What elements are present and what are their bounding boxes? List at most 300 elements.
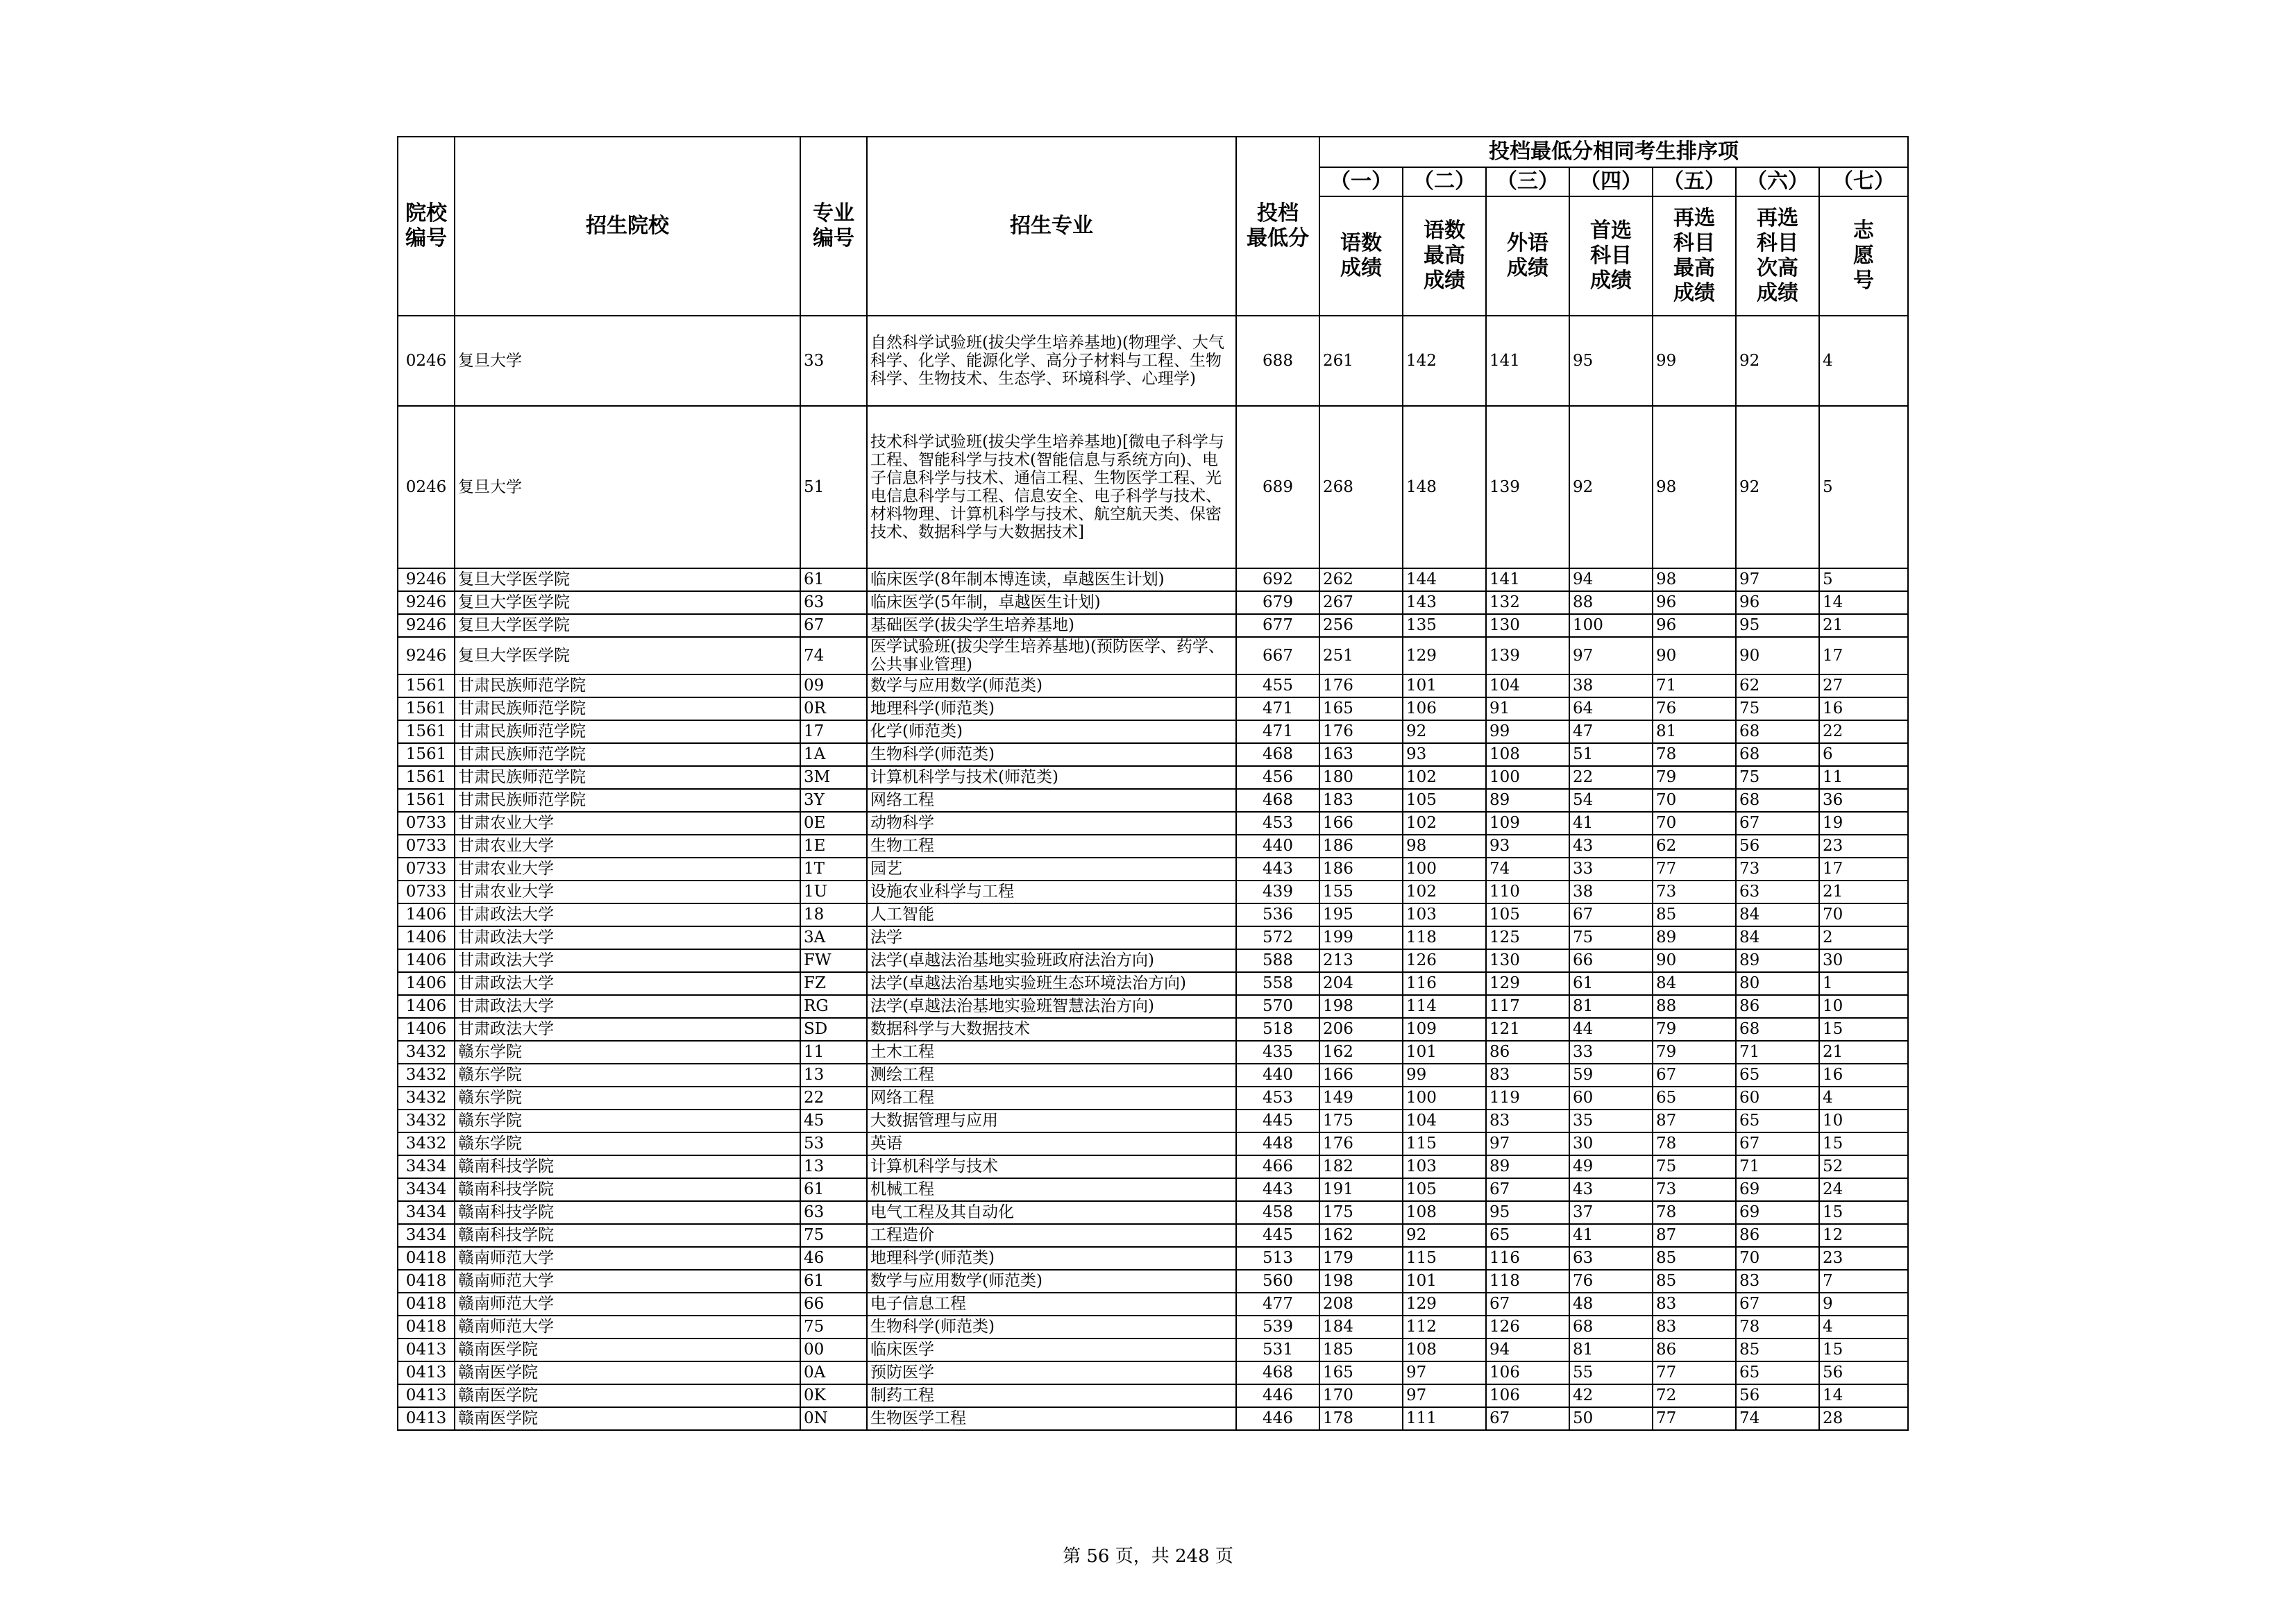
cell-school-code: 1561: [398, 674, 455, 697]
cell-sort-4: 43: [1569, 835, 1653, 858]
cell-major-name: 临床医学: [867, 1339, 1236, 1361]
cell-sort-1: 262: [1319, 568, 1403, 591]
cell-school-name: 甘肃民族师范学院: [455, 720, 800, 743]
cell-min-score: 692: [1236, 568, 1319, 591]
cell-sort-6: 86: [1736, 995, 1819, 1018]
cell-min-score: 531: [1236, 1339, 1319, 1361]
table-row: [398, 766, 1908, 789]
cell-sort-1: 261: [1319, 316, 1403, 406]
cell-major-code: 63: [800, 591, 867, 614]
cell-sort-7: 21: [1819, 614, 1908, 637]
cell-sort-6: 84: [1736, 903, 1819, 926]
cell-major-code: 61: [800, 1178, 867, 1201]
table-row: [398, 1110, 1908, 1132]
cell-min-score: 689: [1236, 406, 1319, 568]
cell-sort-4: 76: [1569, 1270, 1653, 1293]
cell-major-code: SD: [800, 1018, 867, 1041]
cell-sort-1: 155: [1319, 881, 1403, 903]
cell-min-score: 440: [1236, 835, 1319, 858]
cell-sort-4: 35: [1569, 1110, 1653, 1132]
cell-sort-6: 75: [1736, 697, 1819, 720]
cell-major-name: 法学: [867, 926, 1236, 949]
cell-sort-7: 27: [1819, 674, 1908, 697]
cell-sort-2: 101: [1403, 1041, 1486, 1064]
cell-sort-6: 67: [1736, 1132, 1819, 1155]
cell-school-code: 0413: [398, 1361, 455, 1384]
cell-major-name: 电气工程及其自动化: [867, 1201, 1236, 1224]
cell-major-name: 地理科学(师范类): [867, 1247, 1236, 1270]
cell-sort-1: 204: [1319, 972, 1403, 995]
cell-sort-2: 101: [1403, 674, 1486, 697]
cell-sort-1: 256: [1319, 614, 1403, 637]
cell-major-name: 大数据管理与应用: [867, 1110, 1236, 1132]
cell-sort-6: 85: [1736, 1339, 1819, 1361]
cell-school-name: 甘肃农业大学: [455, 835, 800, 858]
cell-major-code: 75: [800, 1316, 867, 1339]
cell-sort-6: 75: [1736, 766, 1819, 789]
cell-sort-5: 79: [1653, 1041, 1736, 1064]
cell-major-code: 11: [800, 1041, 867, 1064]
cell-school-code: 0418: [398, 1247, 455, 1270]
cell-sort-4: 47: [1569, 720, 1653, 743]
cell-sort-3: 110: [1486, 881, 1569, 903]
cell-sort-3: 141: [1486, 316, 1569, 406]
cell-major-name: 数学与应用数学(师范类): [867, 674, 1236, 697]
cell-school-code: 1406: [398, 1018, 455, 1041]
table-row: [398, 972, 1908, 995]
cell-sort-2: 142: [1403, 316, 1486, 406]
cell-major-name: 临床医学(5年制，卓越医生计划): [867, 591, 1236, 614]
cell-sort-7: 4: [1819, 316, 1908, 406]
cell-sort-4: 41: [1569, 812, 1653, 835]
cell-min-score: 560: [1236, 1270, 1319, 1293]
cell-sort-6: 90: [1736, 637, 1819, 674]
sort-label-3: 外语 成绩: [1486, 196, 1569, 316]
cell-sort-5: 99: [1653, 316, 1736, 406]
cell-major-name: 临床医学(8年制本博连读，卓越医生计划): [867, 568, 1236, 591]
cell-sort-5: 76: [1653, 697, 1736, 720]
cell-sort-4: 67: [1569, 903, 1653, 926]
cell-school-name: 复旦大学医学院: [455, 591, 800, 614]
cell-sort-7: 12: [1819, 1224, 1908, 1247]
cell-sort-6: 71: [1736, 1041, 1819, 1064]
cell-sort-4: 94: [1569, 568, 1653, 591]
col-header-min-score: 投档 最低分: [1236, 137, 1319, 316]
cell-school-name: 甘肃政法大学: [455, 949, 800, 972]
cell-min-score: 456: [1236, 766, 1319, 789]
cell-major-name: 英语: [867, 1132, 1236, 1155]
cell-min-score: 518: [1236, 1018, 1319, 1041]
cell-sort-3: 83: [1486, 1064, 1569, 1087]
cell-sort-4: 54: [1569, 789, 1653, 812]
cell-sort-3: 67: [1486, 1178, 1569, 1201]
cell-sort-7: 22: [1819, 720, 1908, 743]
cell-major-code: 3A: [800, 926, 867, 949]
cell-sort-1: 186: [1319, 835, 1403, 858]
cell-major-code: FW: [800, 949, 867, 972]
cell-school-name: 复旦大学医学院: [455, 568, 800, 591]
cell-sort-6: 92: [1736, 406, 1819, 568]
cell-sort-6: 68: [1736, 743, 1819, 766]
sort-label-5: 再选 科目 最高 成绩: [1653, 196, 1736, 316]
cell-school-code: 1561: [398, 789, 455, 812]
cell-sort-6: 69: [1736, 1201, 1819, 1224]
cell-major-code: FZ: [800, 972, 867, 995]
cell-sort-6: 92: [1736, 316, 1819, 406]
cell-min-score: 468: [1236, 789, 1319, 812]
cell-min-score: 688: [1236, 316, 1319, 406]
cell-sort-3: 126: [1486, 1316, 1569, 1339]
cell-major-code: 53: [800, 1132, 867, 1155]
cell-school-name: 赣南科技学院: [455, 1155, 800, 1178]
cell-school-code: 1406: [398, 903, 455, 926]
cell-sort-2: 102: [1403, 766, 1486, 789]
cell-sort-1: 267: [1319, 591, 1403, 614]
cell-sort-2: 102: [1403, 812, 1486, 835]
table-row: [398, 1132, 1908, 1155]
cell-sort-4: 38: [1569, 881, 1653, 903]
cell-sort-4: 42: [1569, 1384, 1653, 1407]
cell-school-code: 3434: [398, 1201, 455, 1224]
cell-school-code: 0246: [398, 406, 455, 568]
cell-sort-2: 105: [1403, 1178, 1486, 1201]
cell-sort-7: 5: [1819, 568, 1908, 591]
cell-major-code: 00: [800, 1339, 867, 1361]
cell-sort-4: 97: [1569, 637, 1653, 674]
sort-label-6: 再选 科目 次高 成绩: [1736, 196, 1819, 316]
cell-sort-7: 11: [1819, 766, 1908, 789]
cell-sort-7: 15: [1819, 1018, 1908, 1041]
cell-sort-5: 96: [1653, 614, 1736, 637]
cell-sort-7: 7: [1819, 1270, 1908, 1293]
cell-sort-5: 87: [1653, 1224, 1736, 1247]
cell-major-name: 数学与应用数学(师范类): [867, 1270, 1236, 1293]
cell-sort-3: 121: [1486, 1018, 1569, 1041]
cell-sort-5: 98: [1653, 568, 1736, 591]
table-row: [398, 743, 1908, 766]
cell-sort-6: 74: [1736, 1407, 1819, 1430]
cell-sort-3: 116: [1486, 1247, 1569, 1270]
cell-sort-2: 92: [1403, 720, 1486, 743]
cell-sort-7: 14: [1819, 1384, 1908, 1407]
cell-major-code: 33: [800, 316, 867, 406]
table-row: [398, 812, 1908, 835]
cell-school-code: 0413: [398, 1407, 455, 1430]
cell-major-name: 工程造价: [867, 1224, 1236, 1247]
cell-major-name: 制药工程: [867, 1384, 1236, 1407]
cell-school-code: 3432: [398, 1132, 455, 1155]
table-row: [398, 1018, 1908, 1041]
table-row: [398, 1384, 1908, 1407]
cell-sort-4: 48: [1569, 1293, 1653, 1316]
cell-min-score: 443: [1236, 858, 1319, 881]
cell-sort-3: 119: [1486, 1087, 1569, 1110]
cell-major-name: 机械工程: [867, 1178, 1236, 1201]
cell-sort-5: 62: [1653, 835, 1736, 858]
cell-school-code: 0418: [398, 1293, 455, 1316]
sort-label-2: 语数 最高 成绩: [1403, 196, 1486, 316]
cell-school-name: 甘肃政法大学: [455, 972, 800, 995]
cell-sort-2: 102: [1403, 881, 1486, 903]
cell-sort-6: 68: [1736, 789, 1819, 812]
cell-school-code: 0418: [398, 1316, 455, 1339]
cell-sort-5: 89: [1653, 926, 1736, 949]
cell-sort-5: 79: [1653, 1018, 1736, 1041]
cell-school-code: 1561: [398, 743, 455, 766]
cell-sort-3: 117: [1486, 995, 1569, 1018]
cell-sort-2: 98: [1403, 835, 1486, 858]
cell-min-score: 536: [1236, 903, 1319, 926]
cell-sort-5: 88: [1653, 995, 1736, 1018]
cell-school-name: 甘肃民族师范学院: [455, 697, 800, 720]
cell-sort-4: 81: [1569, 995, 1653, 1018]
cell-major-name: 地理科学(师范类): [867, 697, 1236, 720]
cell-school-code: 1406: [398, 949, 455, 972]
cell-sort-7: 4: [1819, 1316, 1908, 1339]
cell-school-name: 赣东学院: [455, 1110, 800, 1132]
cell-school-code: 3432: [398, 1064, 455, 1087]
cell-sort-7: 17: [1819, 637, 1908, 674]
col-header-major-code: 专业 编号: [800, 137, 867, 316]
cell-major-code: 67: [800, 614, 867, 637]
table-row: [398, 995, 1908, 1018]
cell-sort-1: 191: [1319, 1178, 1403, 1201]
cell-school-name: 赣南师范大学: [455, 1293, 800, 1316]
cell-school-name: 甘肃政法大学: [455, 903, 800, 926]
cell-sort-3: 100: [1486, 766, 1569, 789]
cell-school-name: 甘肃农业大学: [455, 812, 800, 835]
table-row: [398, 674, 1908, 697]
table-row: [398, 1224, 1908, 1247]
cell-major-code: 61: [800, 568, 867, 591]
cell-sort-5: 71: [1653, 674, 1736, 697]
cell-sort-5: 77: [1653, 858, 1736, 881]
cell-sort-6: 62: [1736, 674, 1819, 697]
cell-sort-7: 15: [1819, 1201, 1908, 1224]
col-header-school-code: 院校 编号: [398, 137, 455, 316]
cell-sort-1: 162: [1319, 1224, 1403, 1247]
cell-min-score: 588: [1236, 949, 1319, 972]
cell-school-code: 1561: [398, 720, 455, 743]
cell-school-code: 3434: [398, 1155, 455, 1178]
cell-major-code: 63: [800, 1201, 867, 1224]
cell-major-name: 法学(卓越法治基地实验班生态环境法治方向): [867, 972, 1236, 995]
cell-sort-1: 183: [1319, 789, 1403, 812]
cell-sort-1: 208: [1319, 1293, 1403, 1316]
cell-sort-6: 56: [1736, 1384, 1819, 1407]
cell-major-name: 生物科学(师范类): [867, 1316, 1236, 1339]
cell-sort-7: 4: [1819, 1087, 1908, 1110]
cell-school-name: 赣南师范大学: [455, 1270, 800, 1293]
cell-min-score: 477: [1236, 1293, 1319, 1316]
cell-sort-4: 37: [1569, 1201, 1653, 1224]
cell-sort-5: 70: [1653, 789, 1736, 812]
cell-major-name: 法学(卓越法治基地实验班政府法治方向): [867, 949, 1236, 972]
cell-major-code: 3Y: [800, 789, 867, 812]
cell-major-code: 1E: [800, 835, 867, 858]
cell-sort-5: 75: [1653, 1155, 1736, 1178]
cell-major-code: 0E: [800, 812, 867, 835]
cell-sort-7: 56: [1819, 1361, 1908, 1384]
cell-major-name: 土木工程: [867, 1041, 1236, 1064]
cell-sort-2: 112: [1403, 1316, 1486, 1339]
cell-sort-6: 96: [1736, 591, 1819, 614]
cell-sort-3: 67: [1486, 1407, 1569, 1430]
cell-major-name: 技术科学试验班(拔尖学生培养基地)[微电子科学与工程、智能科学与技术(智能信息与系统方向)、电子信息科学与技术、通信工程、生物医学工程、光电信息科学与工程、信息安全、电子科学与技术、材料物理、计算机科学与技术、航空航天类、保密技术、数据科学与大数据技术]: [867, 406, 1236, 568]
cell-sort-2: 116: [1403, 972, 1486, 995]
cell-sort-4: 33: [1569, 1041, 1653, 1064]
cell-sort-4: 68: [1569, 1316, 1653, 1339]
cell-school-name: 复旦大学: [455, 406, 800, 568]
cell-sort-1: 251: [1319, 637, 1403, 674]
cell-sort-5: 78: [1653, 1201, 1736, 1224]
cell-major-name: 生物医学工程: [867, 1407, 1236, 1430]
cell-sort-5: 72: [1653, 1384, 1736, 1407]
cell-sort-5: 77: [1653, 1407, 1736, 1430]
cell-school-code: 0733: [398, 835, 455, 858]
table-row: [398, 1201, 1908, 1224]
cell-sort-3: 94: [1486, 1339, 1569, 1361]
cell-sort-7: 1: [1819, 972, 1908, 995]
cell-sort-3: 118: [1486, 1270, 1569, 1293]
cell-sort-1: 165: [1319, 697, 1403, 720]
cell-sort-3: 104: [1486, 674, 1569, 697]
table-row: [398, 789, 1908, 812]
cell-sort-3: 99: [1486, 720, 1569, 743]
table-row: [398, 1041, 1908, 1064]
cell-major-code: 0K: [800, 1384, 867, 1407]
cell-school-name: 甘肃民族师范学院: [455, 674, 800, 697]
cell-school-code: 9246: [398, 568, 455, 591]
cell-school-code: 3432: [398, 1041, 455, 1064]
table-row: [398, 881, 1908, 903]
table-row: [398, 1316, 1908, 1339]
cell-sort-6: 71: [1736, 1155, 1819, 1178]
table-body: [398, 316, 1908, 1430]
cell-sort-2: 135: [1403, 614, 1486, 637]
cell-min-score: 453: [1236, 1087, 1319, 1110]
cell-major-code: 51: [800, 406, 867, 568]
sort-index-3: （三）: [1486, 167, 1569, 196]
cell-sort-2: 104: [1403, 1110, 1486, 1132]
cell-major-name: 生物科学(师范类): [867, 743, 1236, 766]
sort-label-7: 志 愿 号: [1819, 196, 1908, 316]
cell-sort-2: 108: [1403, 1339, 1486, 1361]
cell-major-code: 1T: [800, 858, 867, 881]
cell-sort-7: 15: [1819, 1339, 1908, 1361]
cell-sort-6: 69: [1736, 1178, 1819, 1201]
cell-sort-6: 83: [1736, 1270, 1819, 1293]
cell-sort-2: 109: [1403, 1018, 1486, 1041]
cell-sort-3: 130: [1486, 614, 1569, 637]
cell-sort-5: 67: [1653, 1064, 1736, 1087]
cell-sort-1: 195: [1319, 903, 1403, 926]
cell-sort-5: 86: [1653, 1339, 1736, 1361]
cell-sort-3: 106: [1486, 1361, 1569, 1384]
cell-min-score: 539: [1236, 1316, 1319, 1339]
cell-sort-2: 99: [1403, 1064, 1486, 1087]
cell-sort-4: 33: [1569, 858, 1653, 881]
cell-sort-2: 100: [1403, 858, 1486, 881]
cell-sort-6: 89: [1736, 949, 1819, 972]
cell-sort-1: 213: [1319, 949, 1403, 972]
cell-major-code: 18: [800, 903, 867, 926]
cell-min-score: 453: [1236, 812, 1319, 835]
cell-sort-3: 83: [1486, 1110, 1569, 1132]
cell-sort-5: 77: [1653, 1361, 1736, 1384]
cell-major-name: 化学(师范类): [867, 720, 1236, 743]
col-header-major: 招生专业: [867, 137, 1236, 316]
cell-sort-7: 15: [1819, 1132, 1908, 1155]
cell-school-name: 赣南科技学院: [455, 1178, 800, 1201]
cell-sort-2: 148: [1403, 406, 1486, 568]
cell-min-score: 471: [1236, 720, 1319, 743]
cell-school-name: 复旦大学医学院: [455, 637, 800, 674]
cell-min-score: 446: [1236, 1384, 1319, 1407]
table-row: [398, 1293, 1908, 1316]
table-row: [398, 1270, 1908, 1293]
cell-major-code: RG: [800, 995, 867, 1018]
cell-sort-4: 59: [1569, 1064, 1653, 1087]
cell-sort-5: 73: [1653, 1178, 1736, 1201]
cell-sort-7: 5: [1819, 406, 1908, 568]
cell-sort-2: 129: [1403, 637, 1486, 674]
cell-min-score: 455: [1236, 674, 1319, 697]
cell-school-code: 3432: [398, 1110, 455, 1132]
cell-sort-7: 9: [1819, 1293, 1908, 1316]
cell-sort-1: 176: [1319, 720, 1403, 743]
cell-sort-5: 84: [1653, 972, 1736, 995]
cell-major-code: 0A: [800, 1361, 867, 1384]
cell-sort-2: 106: [1403, 697, 1486, 720]
cell-min-score: 435: [1236, 1041, 1319, 1064]
cell-sort-1: 198: [1319, 995, 1403, 1018]
cell-min-score: 445: [1236, 1110, 1319, 1132]
cell-school-code: 9246: [398, 637, 455, 674]
table-row: [398, 316, 1908, 406]
cell-sort-4: 64: [1569, 697, 1653, 720]
cell-sort-4: 75: [1569, 926, 1653, 949]
cell-school-code: 1406: [398, 972, 455, 995]
sort-label-1: 语数 成绩: [1319, 196, 1403, 316]
cell-sort-3: 139: [1486, 637, 1569, 674]
cell-sort-7: 52: [1819, 1155, 1908, 1178]
cell-major-name: 网络工程: [867, 789, 1236, 812]
cell-school-name: 甘肃民族师范学院: [455, 789, 800, 812]
cell-sort-4: 81: [1569, 1339, 1653, 1361]
cell-sort-3: 89: [1486, 789, 1569, 812]
cell-sort-2: 126: [1403, 949, 1486, 972]
cell-major-name: 设施农业科学与工程: [867, 881, 1236, 903]
table-row: [398, 637, 1908, 674]
cell-school-name: 甘肃政法大学: [455, 926, 800, 949]
cell-sort-6: 78: [1736, 1316, 1819, 1339]
table-row: [398, 406, 1908, 568]
cell-school-name: 甘肃民族师范学院: [455, 743, 800, 766]
cell-sort-7: 19: [1819, 812, 1908, 835]
table-row: [398, 949, 1908, 972]
cell-sort-6: 84: [1736, 926, 1819, 949]
cell-sort-3: 65: [1486, 1224, 1569, 1247]
cell-school-code: 0733: [398, 881, 455, 903]
cell-sort-1: 176: [1319, 1132, 1403, 1155]
cell-sort-1: 166: [1319, 1064, 1403, 1087]
cell-school-code: 0413: [398, 1339, 455, 1361]
cell-major-code: 17: [800, 720, 867, 743]
cell-sort-5: 83: [1653, 1316, 1736, 1339]
table-row: [398, 1361, 1908, 1384]
cell-sort-1: 149: [1319, 1087, 1403, 1110]
